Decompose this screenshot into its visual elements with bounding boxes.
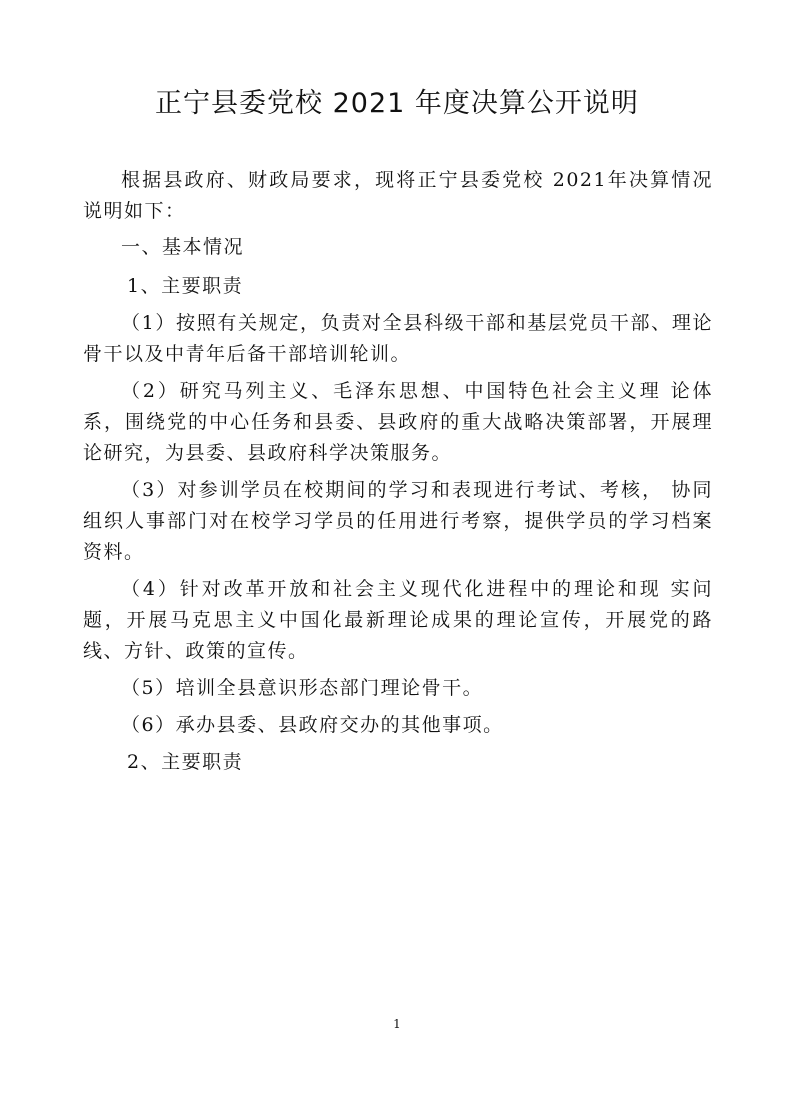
page-number: 1 [393, 1017, 401, 1031]
document-body [83, 165, 713, 784]
duty-item-4: （4）针对改革开放和社会主义现代化进程中的理论和现 实问题，开展马克思主义中国化最新理论成果的理论宣传，开展党的路线、方针、政策的宣传。 [83, 578, 713, 662]
section-heading-basic-info: 一、基本情况 [121, 236, 245, 258]
duty-item-6: （6）承办县委、县政府交办的其他事项。 [121, 714, 504, 736]
intro-paragraph: 根据县政府、财政局要求，现将正宁县委党校 2021年决算情况说明如下： [83, 169, 713, 222]
sub-heading-main-duties-2: 2、主要职责 [127, 751, 244, 773]
duty-item-5: （5）培训全县意识形态部门理论骨干。 [121, 677, 484, 699]
duty-item-3: （3）对参训学员在校期间的学习和表现进行考试、考核， 协同组织人事部门对在校学习学员的任用进行考察，提供学员的学习档案资料。 [83, 479, 713, 563]
document-title: 正宁县委党校 2021 年度决算公开说明 [155, 88, 639, 119]
duty-item-1: （1）按照有关规定，负责对全县科级干部和基层党员干部、理论骨干以及中青年后备干部培训轮训。 [83, 312, 713, 365]
duty-item-2: （2）研究马列主义、毛泽东思想、中国特色社会主义理 论体系，围绕党的中心任务和县委、县政府的重大战略决策部署，开展理论研究，为县委、县政府科学决策服务。 [83, 380, 713, 464]
sub-heading-main-duties: 1、主要职责 [127, 275, 244, 297]
